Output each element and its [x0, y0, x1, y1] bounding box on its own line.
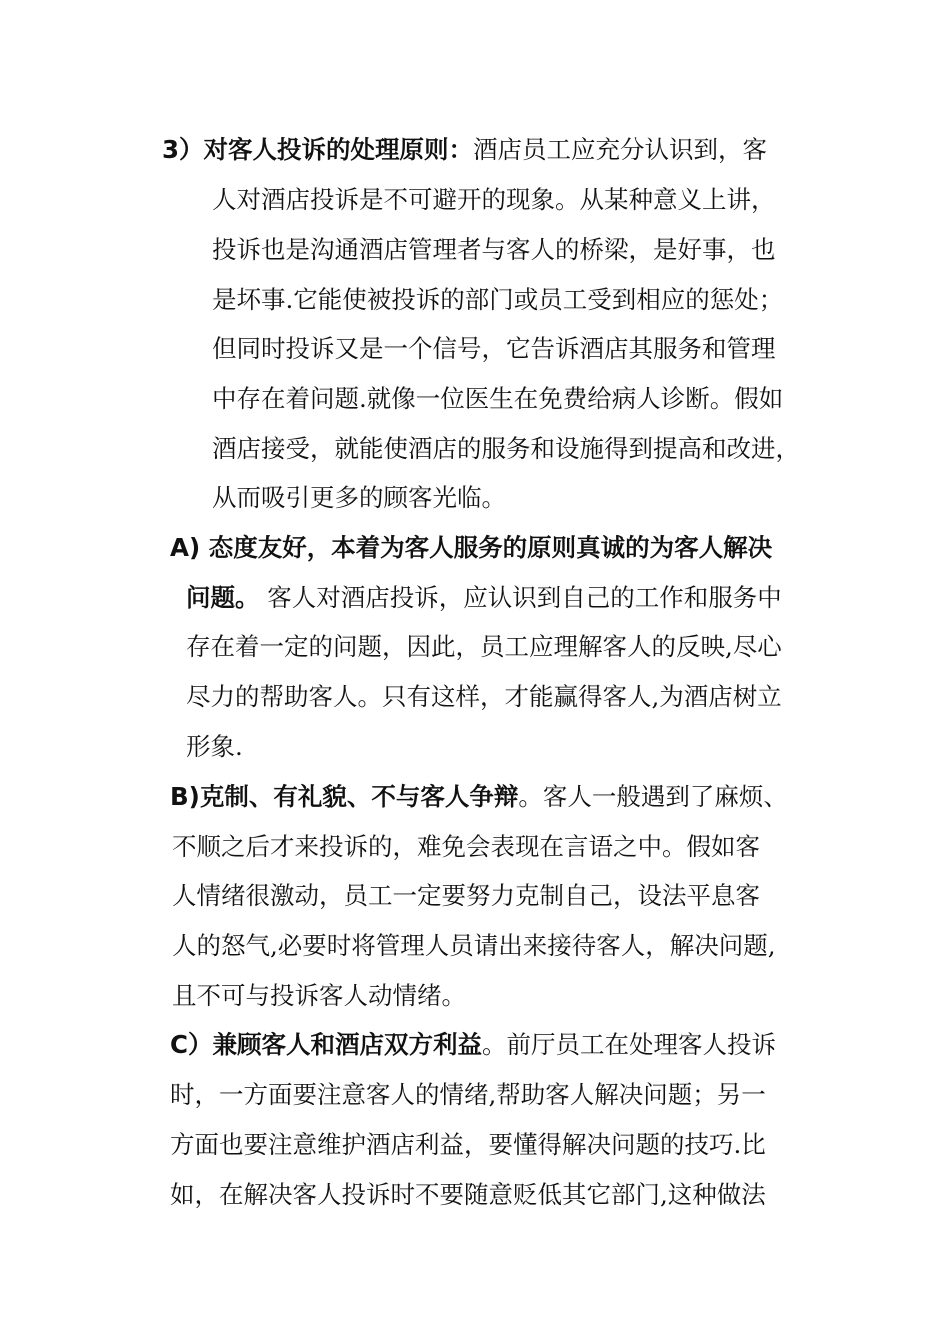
- section-a-text: 形象.: [186, 732, 243, 761]
- section-a-heading: A) 态度友好，本着为客人服务的原则真诚的为客人解决: [170, 533, 773, 562]
- section-a-text: 尽力的帮助客人。只有这样，才能赢得客人,为酒店树立: [186, 682, 782, 711]
- section-c-text: 方面也要注意维护酒店利益，要懂得解决问题的技巧.比: [170, 1130, 766, 1159]
- section-c-heading: C）兼顾客人和酒店双方利益: [170, 1030, 482, 1059]
- section-c-text: 如，在解决客人投诉时不要随意贬低其它部门,这种做法: [170, 1180, 766, 1209]
- section-3-heading: 3）对客人投诉的处理原则：: [162, 135, 474, 164]
- section-b-heading: B)克制、有礼貌、不与客人争辩: [170, 782, 519, 811]
- section-a-second-line: [186, 583, 782, 613]
- section-3-text: 酒店接受，就能使酒店的服务和设施得到提高和改进，: [212, 434, 800, 463]
- section-3-text: 中存在着问题.就像一位医生在免费给病人诊断。假如: [212, 384, 784, 413]
- section-c-first-line: [170, 1030, 776, 1060]
- section-3-text: 投诉也是沟通酒店管理者与客人的桥梁，是好事，也: [212, 235, 776, 264]
- section-b-text: 且不可与投诉客人动情绪。: [172, 981, 466, 1010]
- section-b-text: 人的怒气,必要时将管理人员请出来接待客人，解决问题,: [172, 931, 776, 960]
- section-3-text: 酒店员工应充分认识到，客: [473, 135, 768, 164]
- section-b-first-line: [170, 782, 788, 812]
- section-c-text: 。前厅员工在处理客人投诉: [481, 1030, 776, 1059]
- section-3-text: 从而吸引更多的顾客光临。: [212, 483, 506, 512]
- section-3-text: 人对酒店投诉是不可避开的现象。从某种意义上讲，: [212, 185, 776, 214]
- section-3-first-line: [162, 135, 767, 165]
- section-a-heading-end: 问题。: [186, 583, 260, 612]
- section-b-text: 。客人一般遇到了麻烦、: [518, 782, 788, 811]
- section-b-text: 不顺之后才来投诉的，难免会表现在言语之中。假如客: [172, 832, 760, 861]
- section-3-text: 但同时投诉又是一个信号，它告诉酒店其服务和管理: [212, 334, 776, 363]
- section-a-text: 客人对酒店投诉，应认识到自己的工作和服务中: [259, 583, 782, 612]
- section-b-text: 人情绪很激动，员工一定要努力克制自己，设法平息客: [172, 881, 760, 910]
- section-3-text: 是坏事.它能使被投诉的部门或员工受到相应的惩处；: [212, 285, 784, 314]
- section-c-text: 时，一方面要注意客人的情绪,帮助客人解决问题；另一: [170, 1080, 766, 1109]
- section-a-text: 存在着一定的问题，因此，员工应理解客人的反映,尽心: [186, 632, 782, 661]
